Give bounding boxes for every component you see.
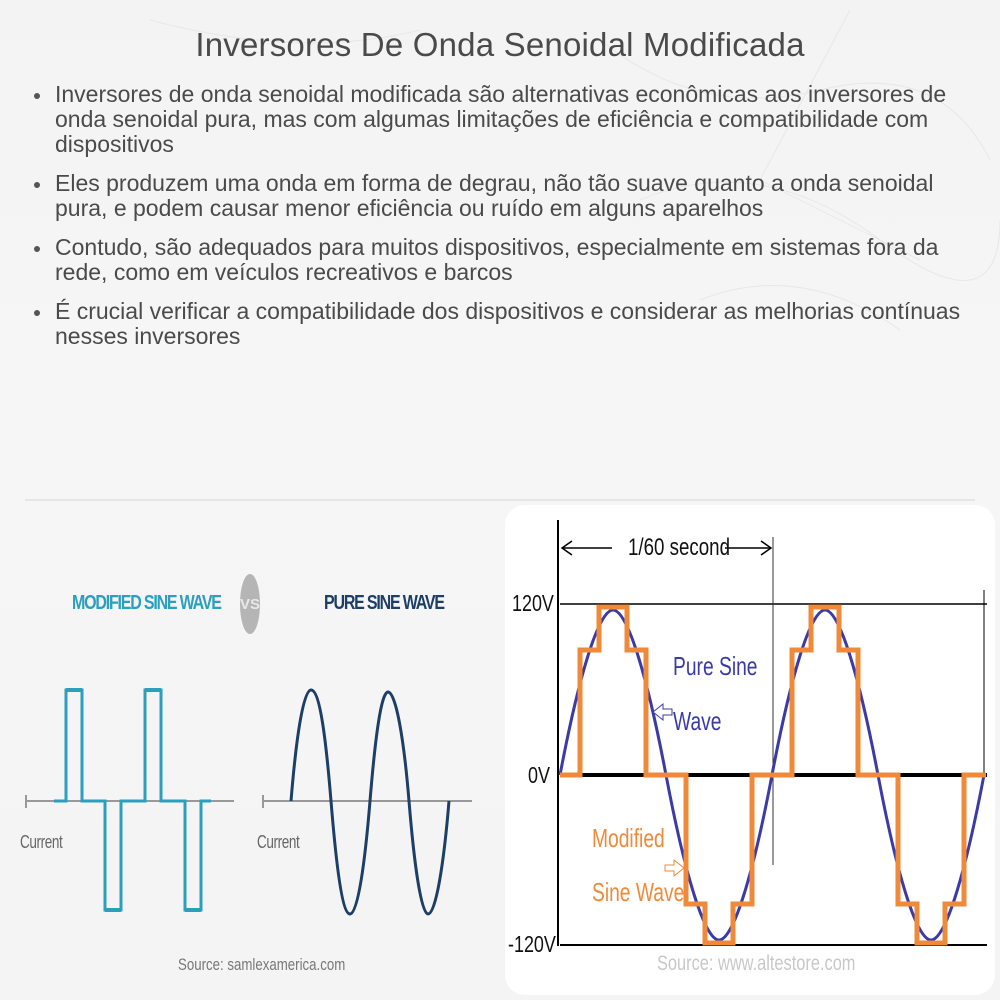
pure-sine-wave-label: PURE SINE WAVE bbox=[324, 592, 444, 614]
modified-sine-wave-label: MODIFIED SINE WAVE bbox=[72, 592, 221, 614]
current-axis-label-left: Current bbox=[20, 832, 63, 852]
y-label-120v: 120V bbox=[512, 590, 554, 616]
period-label: 1/60 second bbox=[628, 534, 731, 561]
bullet-text: Eles produzem uma onda em forma de degrau, não tão suave quanto a onda senoidal pura, e podem causar menor eficiência ou ruído em alguns aparelhos bbox=[55, 170, 934, 221]
source-credit-right: Source: www.altestore.com bbox=[657, 952, 856, 975]
vs-badge: VS bbox=[240, 574, 260, 634]
modified-sine-legend-line2: Sine Wave bbox=[592, 877, 685, 907]
current-axis-label-right: Current bbox=[257, 832, 300, 852]
page-title: Inversores De Onda Senoidal Modificada bbox=[195, 26, 805, 63]
source-credit-left: Source: samlexamerica.com bbox=[178, 955, 346, 974]
bullet-text: É crucial verificar a compatibilidade dos dispositivos e considerar as melhorias contínuas nesses inversores bbox=[55, 298, 961, 349]
modified-sine-legend-line1: Modified bbox=[592, 823, 665, 853]
bullet-text: Inversores de onda senoidal modificada são alternativas econômicas aos inversores de onda senoidal pura, mas com algumas limitações de eficiência e compatibilidade com dispositivos bbox=[55, 81, 947, 157]
y-label-0v: 0V bbox=[528, 762, 550, 788]
pure-sine-legend-line1: Pure Sine bbox=[673, 651, 758, 681]
y-label-neg120v: -120V bbox=[508, 931, 556, 957]
bullet-text: Contudo, são adequados para muitos dispositivos, especialmente em sistemas fora da rede, como em veículos recreativos e barcos bbox=[55, 234, 939, 285]
pure-sine-legend-line2: Wave bbox=[673, 706, 722, 736]
